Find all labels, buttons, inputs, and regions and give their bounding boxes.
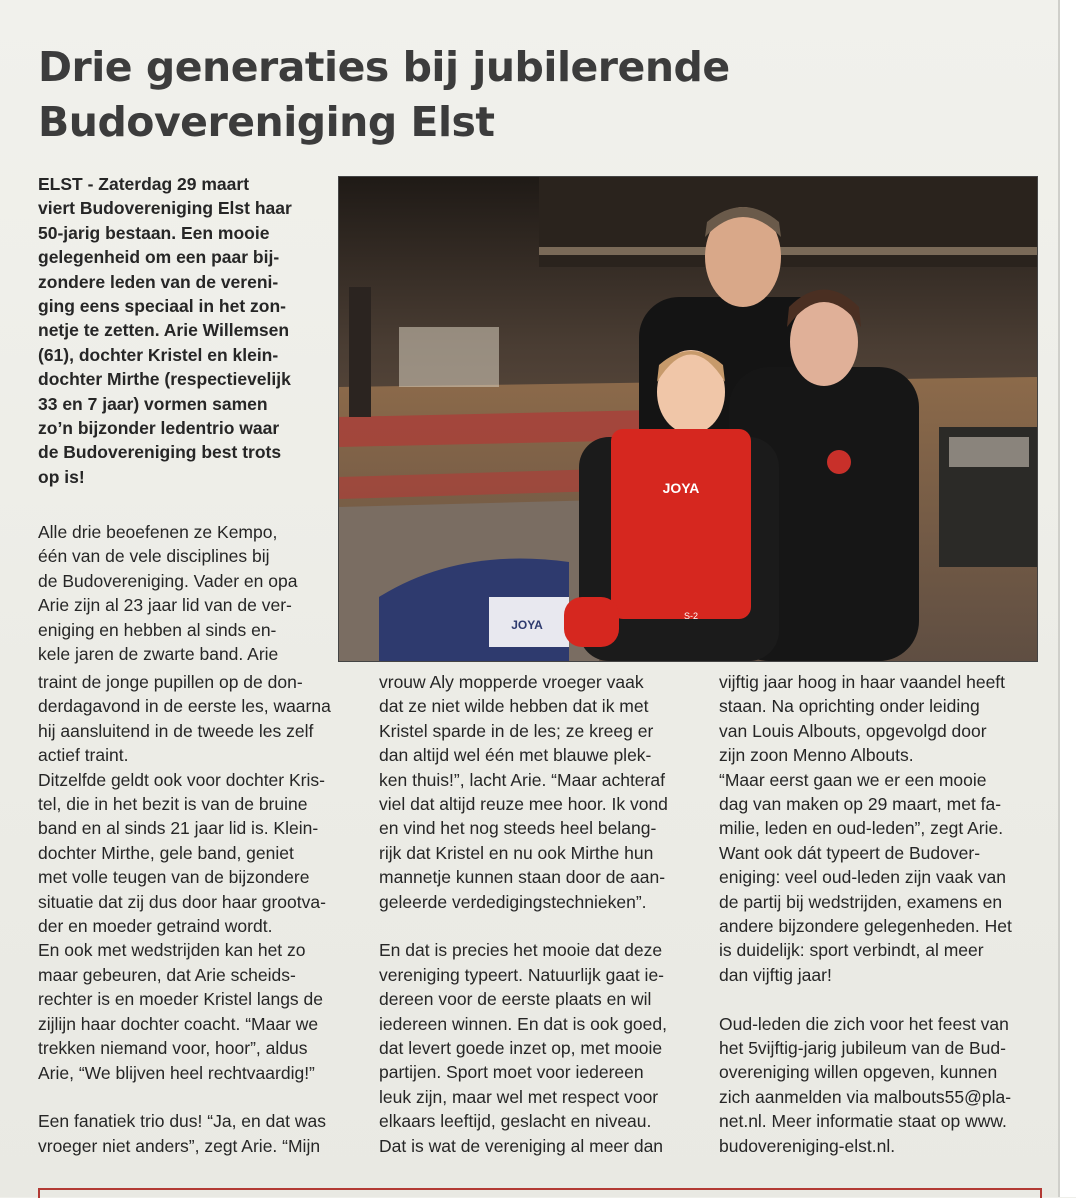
text-line: de Budovereniging. Vader en opa [38, 570, 298, 591]
headline-line: Budovereniging Elst [38, 98, 495, 146]
text-line: andere bijzondere gelegenheden. Het [719, 916, 1012, 937]
text-line: dag van maken op 29 maart, met fa- [719, 794, 1002, 815]
text-line: vijftig jaar hoog in haar vaandel heeft [719, 672, 1006, 692]
text-line: ken thuis!”, lacht Arie. “Maar achteraf [379, 769, 665, 790]
text-line: dereen voor de eerste plaats en wil [379, 989, 652, 1010]
text-line: dochter Mirthe, gele band, geniet [38, 842, 294, 863]
text-line: elkaars leeftijd, geslacht en niveau. [379, 1111, 652, 1132]
column-3 [719, 670, 1012, 1158]
text-line: dat levert goede inzet op, met mooie [379, 1038, 663, 1059]
text-line: maar gebeuren, dat Arie scheids- [38, 964, 296, 985]
text-line: leuk zijn, maar wel met respect voor [379, 1086, 659, 1107]
text-line: traint de jonge pupillen op de don- [38, 672, 303, 692]
bag-brand: JOYA [511, 618, 543, 632]
text-line: het 5vijftig-jarig jubileum van de Bud- [719, 1038, 1006, 1059]
headline-line: Drie generaties bij jubilerende [38, 43, 730, 91]
text-line: budovereniging-elst.nl. [719, 1135, 896, 1156]
text-line: actief traint. [38, 745, 129, 766]
text-line: iedereen winnen. En dat is ook goed, [379, 1013, 667, 1034]
text-line: partijen. Sport moet voor iedereen [379, 1062, 644, 1083]
paragraph-gap [38, 1085, 331, 1109]
column-1-bottom [38, 670, 331, 1158]
text-line: viert Budovereniging Elst haar [38, 198, 292, 219]
text-line: net.nl. Meer informatie staat op www. [719, 1111, 1007, 1132]
column-2 [379, 670, 668, 1158]
text-line: En dat is precies het mooie dat deze [379, 940, 663, 961]
text-line: Want ook dát typeert de Budover- [719, 842, 981, 863]
text-line: staan. Na oprichting onder leiding [719, 696, 980, 717]
text-line: ELST - Zaterdag 29 maart [38, 174, 250, 194]
text-line: tel, die in het bezit is van de bruine [38, 794, 308, 815]
text-line: rijk dat Kristel en nu ook Mirthe hun [379, 842, 654, 863]
text-line: van Louis Albouts, opgevolgd door [719, 720, 987, 741]
text-line: op is! [38, 466, 85, 487]
text-line: is duidelijk: sport verbindt, al meer [719, 940, 984, 961]
text-line: vereniging typeert. Natuurlijk gaat ie- [379, 964, 665, 985]
vest-tag: S-2 [683, 611, 699, 621]
article-photo [338, 176, 1038, 662]
text-line: één van de vele disciplines bij [38, 546, 270, 567]
text-line: zo’n bijzonder ledentrio waar [38, 418, 280, 439]
text-line: zijn zoon Menno Albouts. [719, 745, 914, 766]
text-line: Een fanatiek trio dus! “Ja, en dat was [38, 1111, 326, 1132]
text-line: gelegenheid om een paar bij- [38, 247, 280, 268]
text-line: viel dat altijd reuze mee hoor. Ik vond [379, 794, 668, 815]
text-line: der en moeder getraind wordt. [38, 916, 273, 937]
text-line: (61), dochter Kristel en klein- [38, 344, 279, 365]
text-line: Kristel sparde in de les; ze kreeg er [379, 720, 654, 741]
text-line: 50-jarig bestaan. Een mooie [38, 222, 270, 243]
text-line: ging eens speciaal in het zon- [38, 296, 286, 317]
vest-brand: JOYA [662, 480, 700, 496]
page-edge [1058, 0, 1076, 1197]
column-1-top [38, 520, 297, 666]
text-line: Arie zijn al 23 jaar lid van de ver- [38, 595, 292, 616]
text-line: dan altijd wel één met blauwe plek- [379, 745, 652, 766]
text-line: Dat is wat de vereniging al meer dan [379, 1135, 664, 1156]
text-line: milie, leden en oud-leden”, zegt Arie. [719, 818, 1004, 839]
text-line: vrouw Aly mopperde vroeger vaak [379, 672, 644, 692]
text-line: hij aansluitend in de tweede les zelf [38, 720, 314, 741]
text-line: de Budovereniging best trots [38, 442, 282, 463]
article-headline [38, 40, 858, 150]
text-line: dochter Mirthe (respectievelijk [38, 369, 291, 390]
text-line: zondere leden van de vereni- [38, 271, 279, 292]
text-line: dat ze niet wilde hebben dat ik met [379, 696, 649, 717]
text-line: dan vijftig jaar! [719, 964, 832, 985]
text-line: eniging en hebben al sinds en- [38, 619, 277, 640]
text-line: rechter is en moeder Kristel langs de [38, 989, 323, 1010]
text-line: Oud-leden die zich voor het feest van [719, 1013, 1009, 1034]
text-line: geleerde verdedigingstechnieken”. [379, 891, 647, 912]
text-line: “Maar eerst gaan we er een mooie [719, 769, 987, 790]
text-line: situatie dat zij dus door haar grootva- [38, 891, 326, 912]
lead-paragraph [38, 172, 292, 489]
text-line: 33 en 7 jaar) vormen samen [38, 393, 268, 414]
text-line: Ditzelfde geldt ook voor dochter Kris- [38, 769, 325, 790]
text-line: eniging: veel oud-leden zijn vaak van [719, 867, 1006, 888]
text-line: mannetje kunnen staan door de aan- [379, 867, 666, 888]
text-line: met volle teugen van de bijzondere [38, 867, 310, 888]
text-line: netje te zetten. Arie Willemsen [38, 320, 290, 341]
paragraph-gap [379, 914, 668, 938]
text-line: kele jaren de zwarte band. Arie [38, 644, 279, 665]
text-line: en vind het nog steeds heel belang- [379, 818, 657, 839]
paragraph-gap [719, 987, 1012, 1011]
text-line: derdagavond in de eerste les, waarna [38, 696, 331, 717]
text-line: Arie, “We blijven heel rechtvaardig!” [38, 1062, 315, 1083]
text-line: trekken niemand voor, hoor”, aldus [38, 1038, 308, 1059]
text-line: vroeger niet anders”, zegt Arie. “Mijn [38, 1135, 321, 1156]
text-line: overeniging willen opgeven, kunnen [719, 1062, 998, 1083]
text-line: de partij bij wedstrijden, examens en [719, 891, 1003, 912]
text-line: zijlijn haar dochter coacht. “Maar we [38, 1013, 319, 1034]
text-line: Alle drie beoefenen ze Kempo, [38, 522, 278, 542]
text-line: En ook met wedstrijden kan het zo [38, 940, 306, 961]
text-line: zich aanmelden via malbouts55@pla- [719, 1086, 1012, 1107]
text-line: band en al sinds 21 jaar lid is. Klein- [38, 818, 319, 839]
